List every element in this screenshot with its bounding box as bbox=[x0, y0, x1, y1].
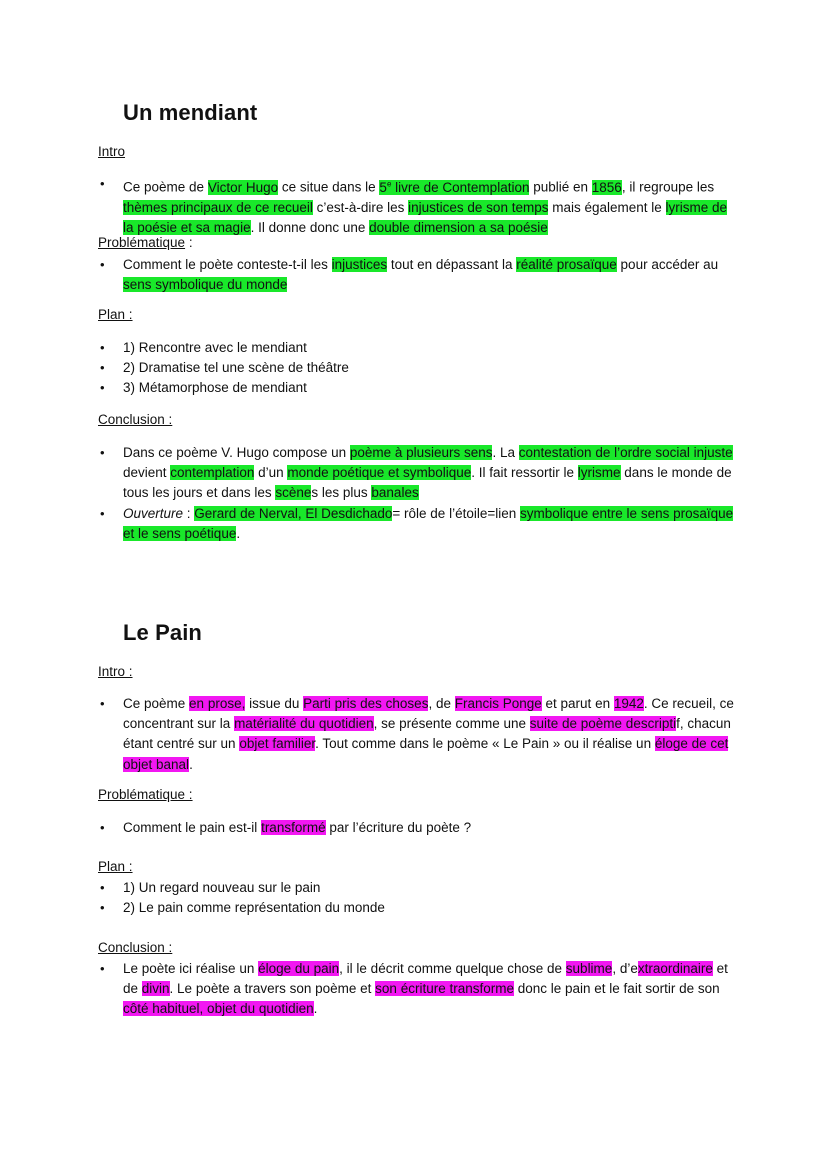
problematique-label: Problématique : bbox=[98, 787, 193, 802]
list-item: • 3) Métamorphose de mendiant bbox=[98, 378, 738, 398]
list-item: • Dans ce poème V. Hugo compose un poème à plusieurs sens. La contestation de l’ordre social injuste devient contemplation d’un monde poétique et symbolique. Il fait ressortir le lyrisme dans le monde de tous les jours et dans les scènes les plus banales bbox=[98, 443, 738, 504]
list-item: • 1) Rencontre avec le mendiant bbox=[98, 338, 738, 358]
plan-list bbox=[98, 338, 738, 399]
intro-list bbox=[98, 174, 738, 238]
list-item: • 1) Un regard nouveau sur le pain bbox=[98, 878, 738, 898]
problem-list bbox=[98, 255, 738, 295]
intro-list bbox=[98, 694, 738, 775]
conclusion-list bbox=[98, 959, 738, 1020]
section-title-le-pain: Le Pain bbox=[123, 620, 202, 645]
problem-list bbox=[98, 818, 738, 838]
conclusion-label: Conclusion : bbox=[98, 412, 173, 427]
list-item: • Ce poème en prose, issue du Parti pris des choses, de Francis Ponge et parut en 1942. Ce recueil, ce concentrant sur la matérialité du quotidien, se présente comme une suite de poème descriptif, chacun étant centré sur un objet familier. Tout comme dans le poème « Le Pain » ou il réalise un éloge de cet objet banal. bbox=[98, 694, 738, 775]
list-item: • Le poète ici réalise un éloge du pain, il le décrit comme quelque chose de sublime, d’extraordinaire et de divin. Le poète a travers son poème et son écriture transforme donc le pain et le fait sortir de son côté habituel, objet du quotidien. bbox=[98, 959, 738, 1020]
list-item: • Ce poème de Victor Hugo ce situe dans le 5e livre de Contemplation publié en 1856, il regroupe les thèmes principaux de ce recueil c’est-à-dire les injustices de son temps mais également le lyrisme de la poésie et sa magie. Il donne donc une double dimension a sa poésie bbox=[98, 174, 738, 238]
list-item: • 2) Dramatise tel une scène de théâtre bbox=[98, 358, 738, 378]
plan-label: Plan : bbox=[98, 307, 133, 322]
list-item: • Comment le pain est-il transformé par l’écriture du poète ? bbox=[98, 818, 738, 838]
conclusion-list bbox=[98, 443, 738, 544]
intro-label: Intro : bbox=[98, 664, 133, 679]
list-item: • Ouverture : Gerard de Nerval, El Desdichado= rôle de l’étoile=lien symbolique entre le sens prosaïque et le sens poétique. bbox=[98, 504, 738, 544]
section-title-un-mendiant: Un mendiant bbox=[123, 100, 258, 125]
list-item: • Comment le poète conteste-t-il les injustices tout en dépassant la réalité prosaïque pour accéder au sens symbolique du monde bbox=[98, 255, 738, 295]
list-item: • 2) Le pain comme représentation du monde bbox=[98, 898, 738, 918]
plan-list bbox=[98, 878, 738, 918]
problematique-label: Problématique : bbox=[98, 235, 193, 250]
conclusion-label: Conclusion : bbox=[98, 940, 173, 955]
intro-label: Intro bbox=[98, 144, 126, 159]
plan-label: Plan : bbox=[98, 859, 133, 874]
